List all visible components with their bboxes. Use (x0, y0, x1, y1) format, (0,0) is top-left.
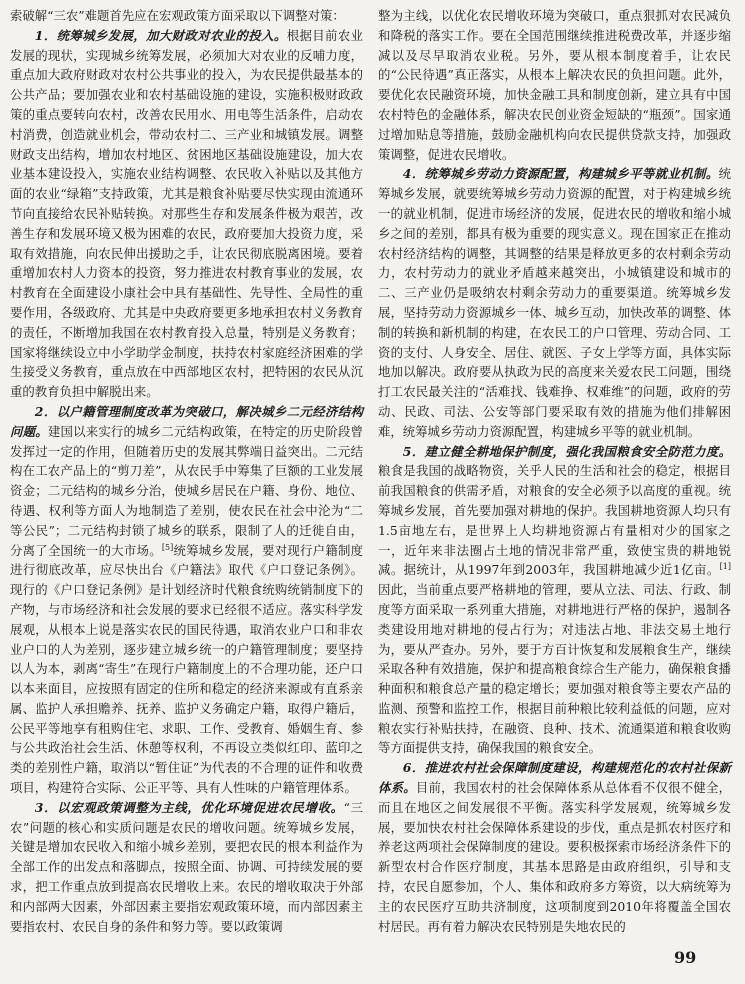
left-column (10, 6, 363, 936)
section-2-paragraph (10, 402, 363, 798)
section-6-paragraph (378, 758, 731, 936)
section-1-paragraph (10, 26, 363, 402)
section-3-paragraph (10, 798, 363, 937)
citation-1: [1] (719, 562, 731, 572)
right-column (378, 6, 731, 936)
section-2-body-b: 统筹城乡发展，要对现行户籍制度进行彻底改革，应尽快出台《户籍法》取代《户口登记条例》。现行的《户口登记条例》是计划经济时代粮食统购统销制度下的产物，与市场经济和社会发展的要求已经很不适应。落实科学发展观，从根本上说是落实农民的国民待遇，取消农业户口和非农业户口的人为差别，逐步建立城乡统一的户籍管理制度；要坚持以人为本，剥离“寄生”在现行户籍制度上的不合理功能，还户口以本来面目，应按照有固定的住所和稳定的经济来源或有直系亲属、监护人承担赡养、抚养、监护义务确定户籍，取得户籍后，公民平等地享有租购住宅、求职、工作、受教育、婚姻生育、参与公共政治社会生活、休憩等权利，不再设立类似红印、蓝印之类的差别性户籍，取消以“暂住证”为代表的不合理的证件和收费项目，构建符合实际、公正平等、具有人性味的户籍管理体系。 (10, 542, 364, 796)
page-number: 99 (674, 948, 697, 967)
section-1-heading: 1．统筹城乡发展，加大财政对农业的投入。 (34, 27, 287, 43)
section-2-body-a: 建国以来实行的城乡二元结构政策，在特定的历史阶段曾发挥过一定的作用，但随着历史的发展其弊端日益突出。二元结构在工农产品上的“剪刀差”，从农民手中筹集了巨额的工业发展资金；二元结构的城乡分治，使城乡居民在户籍、身份、地位、待遇、权利等方面人为地制造了差别，使农民在社会中沦为“二等公民”；二元结构封锁了城乡的联系，限制了人的迁徙自由，分离了全国统一的大市场。 (10, 423, 364, 558)
section-5-paragraph (378, 442, 731, 759)
section-3-continued: 整为主线，以优化农民增收环境为突破口，重点狠抓对农民减负和降税的落实工作。要在全国范围继续推进税费改革，并逐步缩减以及尽早取消农业税。另外，要从根本制度着手，让农民的“公民待遇”真正落实，从根本上解决农民的负担问题。此外，要优化农民融资环境，加快金融工具和制度创新，建立具有中国农村特色的金融体系，解决农民创业资金短缺的“瓶颈”。国家通过增加贴息等措施，鼓励金融机构向农民提供贷款支持，加强政策调整，促进农民增收。 (378, 8, 731, 162)
section-1-body: 根据目前农业发展的现状，实现城乡统筹发展，必须加大对农业的反哺力度，重点加大政府财政对农村公共事业的投入，为农民提供最基本的公共产品；要加强农业和农村基础设施的建设，实施积极财政政策的重点要转向农村，改善农民用水、用电等生活条件，启动农村消费，创造就业机会，带动农村二、三产业和城镇发展。调整财政支出结构，增加农村地区、贫困地区基础设施建设，加大农业基本建设投入，实施农业结构调整、农民收入补贴以及其他方面的农业“绿箱”支持政策，尤其是粮食补贴要尽快实现由流通环节向直接给农民补贴转换。对那些生存和发展条件极为艰苦，改善生存和发展环境又极为困难的农民，政府要加大投资力度，采取有效措施，向农民伸出援助之手，让农民彻底脱离困境。要着重增加农村人力资本的投资，努力推进农村教育事业的发展，农村教育在全面建设小康社会中具有基础性、先导性、全局性的重要作用，各级政府、尤其是中央政府要更多地承担农村义务教育的责任，不断增加我国在农村教育投入总量，特别是义务教育；国家将继续设立中小学助学金制度，扶持农村家庭经济困难的学生接受义务教育，重点放在中西部地区农村，把特困的农民从沉重的教育负担中解脱出来。 (10, 27, 364, 400)
section-2-heading: 2．以户籍管理制度改革为突破口，解决城乡二元经济结构问题。 (10, 403, 363, 439)
section-5-heading: 5．建立健全耕地保护制度，强化我国粮食安全防范力度。 (402, 443, 731, 459)
section-6-heading: 6．推进农村社会保障制度建设，构建规范化的农村社保新体系。 (378, 760, 731, 796)
section-4-body: 统筹城乡发展，就要统筹城乡劳动力资源的配置，对于构建城乡统一的就业机制，促进市场经济的发展，促进农民的增收和缩小城乡之间的差别，都具有极为重要的现实意义。现在国家正在推动农村经济结构的调整，其调整的结果是释放更多的农村剩余劳动力，农村劳动力的就业矛盾越来越突出，小城镇建设和城市的二、三产业仍是吸纳农村剩余劳动力的重要渠道。统筹城乡发展，坚持劳动力资源城乡一体、城乡互动，加快改革的调整、体制的转换和新机制的构建，在农民工的户口管理、劳动合同、工资的支付、人身安全、居住、就医、子女上学等方面，具体实际地加以解决。政府要从执政为民的高度来关爱农民工问题，围绕打工农民最关注的“活难找、钱难挣、权难维”的问题，政府的劳动、民政、司法、公安等部门要采取有效的措施为他们排解困难，统筹城乡劳动力资源配置，构建城乡平等的就业机制。 (378, 166, 731, 439)
section-3-heading: 3．以宏观政策调整为主线，优化环境促进农民增收。 (34, 799, 344, 815)
section-6-body: 目前，我国农村的社会保障体系从总体看不仅很不健全，而且在地区之间发展很不平衡。落实科学发展观，统筹城乡发展，要加快农村社会保障体系建设的步伐，重点是抓农村医疗和养老这两项社会保障制度的建设。要积极探索市场经济条件下的新型农村合作医疗制度，其基本思路是由政府组织，引导和支持，农民自愿参加，个人、集体和政府多方筹资，以大病统筹为主的农民医疗互助共济制度，这项制度到2010年将覆盖全国农村居民。再有着力解决农民特别是失地农民的 (378, 780, 732, 934)
intro-paragraph: 索破解“三农”难题首先应在宏观政策方面采取以下调整对策： (10, 8, 345, 23)
section-4-heading: 4．统筹城乡劳动力资源配置，构建城乡平等就业机制。 (402, 166, 719, 182)
citation-5: [5] (161, 542, 174, 552)
section-5-body-a: 粮食是我国的战略物资，关乎人民的生活和社会的稳定，根据目前我国粮食的供需矛盾，对粮食的安全必须予以高度的重视。统筹城乡发展，首先要加强对耕地的保护。我国耕地资源人均只有1.5亩地左右，是世界上人均耕地资源占有量相对少的国家之一，近年来非法圈占土地的情况非常严重，致使宝贵的耕地锐减。据统计，从1997年到2003年，我国耕地减少近1亿亩。 (378, 463, 731, 578)
section-5-body-b: 因此，当前重点要严格耕地的管理，要从立法、司法、行政、制度等方面采取一系列重大措施，对耕地进行严格的保护，遏制各类建设用地对耕地的侵占行为；对违法占地、非法交易土地行为，要从严查办。另外，要于方百计恢复和发展粮食生产，继续采取各种有效措施，保护和提高粮食综合生产能力，确保粮食播种面积和粮食总产量的稳定增长；要加强对粮食等主要农产品的监测、预警和监控工作，根据目前种粮比较利益低的问题，应对粮农实行补贴扶持，在融资、良种、技术、流通渠道和粮食收购等方面提供支持，确保我国的粮食安全。 (378, 582, 731, 756)
section-3-body: “三农”问题的核心和实质问题是农民的增收问题。统筹城乡发展，关键是增加农民收入和缩小城乡差别，要把农民的根本利益作为全部工作的出发点和落脚点，按照全面、协调、可持续发展的要求，把工作重点放到提高农民增收上来。农民的增收取决于外部和内部两大因素，外部因素主要指宏观政策环境，而内部因素主要指农村、农民自身的条件和努力等。要以政策调 (10, 799, 364, 934)
section-4-paragraph (378, 164, 731, 441)
